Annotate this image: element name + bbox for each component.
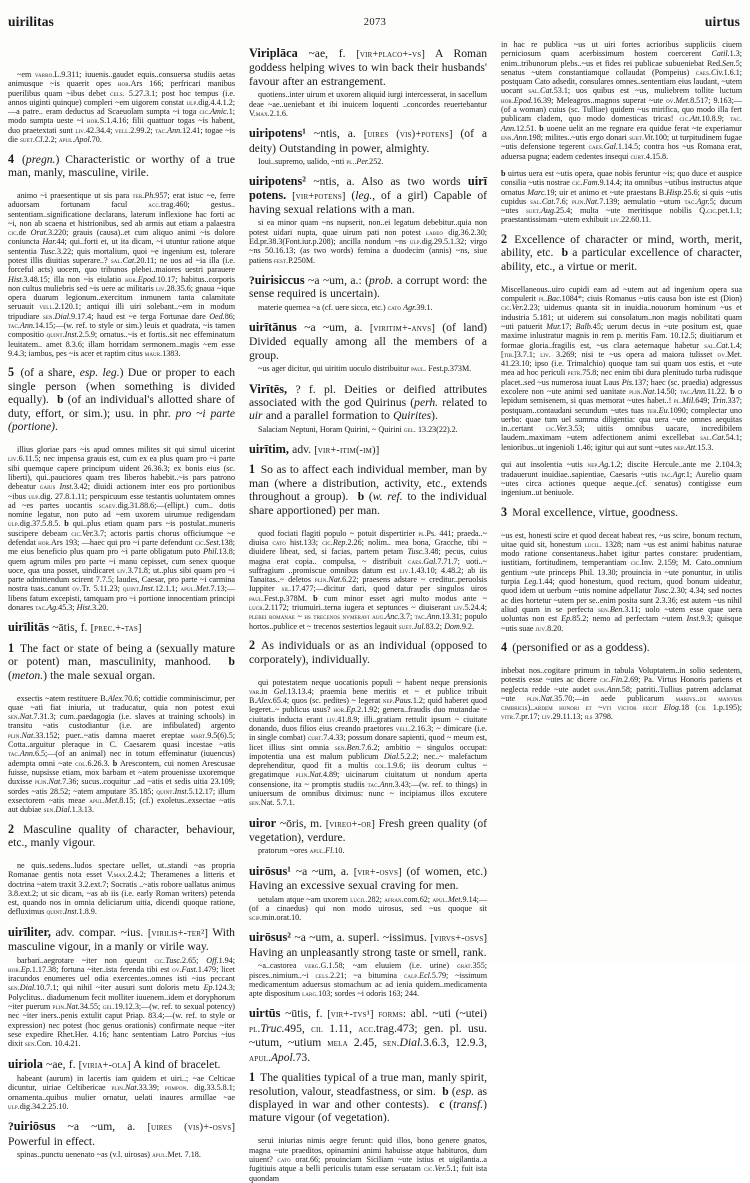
column-middle <box>241 38 493 1183</box>
headword-definition: Powerful in effect. <box>8 1134 95 1148</box>
citation-block: habeant (aurum) in lacertis iam quidem et uiri..; ~ae Celticae dicuntur, uiriae Celtibericae plin.Nat.33.39; pompon. dig.33.5.8.1; ornamenta..quibus mulier ornatur, uelati inaures armillae ~ae ulp.dig.34.2.25.10. <box>8 1073 236 1111</box>
headword-forms: ~ōris, m. <box>279 816 323 830</box>
headword-definition: A Roman goddess helping wives to win back their husbands' favour after an estrangement. <box>249 47 488 88</box>
headword: uirītim, <box>249 442 289 457</box>
subsense-definition: a particular excellence of character, ability, etc., a virtue or merit. <box>501 246 742 273</box>
subsense-definition: (meton.) the male sexual organ. <box>8 668 156 682</box>
subsense-letter: b <box>357 490 365 504</box>
headword: uirīliter, <box>8 924 51 939</box>
headword-definition: (of land) Divided equally among all the members of a group. <box>249 321 488 362</box>
headword: uirōsus² <box>249 930 291 945</box>
headword-definition: (leg., of a girl) Capable of having sexual relations with a man. <box>249 188 487 217</box>
citation-block: ~us est, honesti scire et quod deceat habeat res, ~us scire, bonum rectum, uitae quid sit, honestum lucil. 1328; nam ~us est animi habitus naturae modo ratione consentaneus..habet igitur partes constare: prudentiam, iustitiam, fortitudinem, temperantiam cic.Inv. 2.159; M. Cato..omnium gentium ~ute princeps Phil. 13.30; prouincia in ~ute ponuntur, in utilis turpia Leg.1.44; quod honestum, quod rectum, quod bonum uideatur, quod idem ut uerbum ~utis nomine adpellatur Tusc.2.30; 4.34; sed noctes ac dies hortetur ~utem per se..enim posita sunt 2.3.36; est autem ~us nihil aliud quam in se perfecta sen.Ben.3.11; uolo ~utem esse quae uera uoluntas non est Ep.85.2; nemo ad perfectam ~utem Inst.9.3; quisque ~utis suae juv.8.20. <box>501 530 742 633</box>
headword-forms: ~a ~um, a.: <box>308 273 362 287</box>
sense-definition: Excellence of character or mind, worth, merit, ability, etc. <box>501 232 742 260</box>
etymology: [vir+placo+-vs] <box>356 49 425 60</box>
citation-block: illius gloriae pars ~is apud omnes milites sit qui simul uicerint liv.6.11.5; nec impensa grauis est, cum ex ea plus quam pro ~i parte sibi quemque capere principum uident 26.36.3; ex bonis eius (sc. liberti), qui..pauciores quam tres liberos habebit..~is pars patrono debeatur gaius Inst.3.42; diuidi actionem inter eos pro portionibus ~ibus ulp.dig. 27.8.1.11; perspicuum esse testantis uoluntatem omnes ad ~es partes uocantis scaev.dig.31.88.6;—(ellipt.) cum.. dotis nomine legatur, non puto ad ~em uxorem uirumue redigendam ulp.dig.37.5.8.5. b qui..plus etiam quam pars ~is postulat..muneris suscipere debeam cic.Ver.3.7; actoris partis chorus officiumque ~e defendat hor.Ars 193; —haec qui pro ~i parte defendunt cic.Sest.138; me eius beneficio plus quam pro ~i parte obligatum puto Phil.13.8; quem agrum miles pro parte ~i manu cepisset, cum senex quoque uoce, qua una posset, uindicaret liv.3.71.8; ut..plus sibi quam pro ~i parte admittendum scirent 7.7.5; laudes, Caesar, pro parte ~i carmina nostra tuas..canunt ov.Tr. 5.11.23; quint.Inst.12.1.1; apul.Met.7.13;—libens fatum excepisti, tamquam pro ~i portione innocentiam principi donares tac.Ag.45.3; Hist.3.20. <box>8 445 236 613</box>
citation-block: quotiens..inter uirum et uxorem aliquid iurgi intercesserat, in sacellum deae ~ae..ueniebant et ibi inuicem loquenti ..concordes reuertebantur V.max.2.1.6. <box>249 90 487 118</box>
running-head-left: uirilitas <box>8 14 54 29</box>
headword: uirisiccus <box>254 272 305 287</box>
headword-entry <box>8 1058 235 1072</box>
headword-definition: Fresh green quality (of vegetation), verdure. <box>249 816 487 845</box>
headword-definition: (of a deity) Outstanding in power, almighty. <box>249 127 488 155</box>
citation-block: Ioui..supremo, ualido, ~nti pl..Per.252. <box>258 156 384 166</box>
etymology: [vir+-itim(-im)] <box>314 445 380 457</box>
sense-number: 5 <box>8 365 15 380</box>
headword: uiror <box>249 815 277 830</box>
citation-block: Salaciam Neptuni, Horam Quirini, ~ Quirini gel. 13.23(22).2. <box>258 424 458 434</box>
sense-block <box>8 153 235 180</box>
query-mark: ? <box>249 273 255 287</box>
citation-block: inbebat nos..cogitare primum in tabula Voluptatem..in solio sedentem, potestis esse ~utes ac dicere cic.Fin.2.69; Pa. Virtus Honoris pariens et neglecta redde ~ute audet enn.Ann.58; patriti..Tullius patrem adclamat ~ute plin.Nat.35.70;—in aede publicarum marivs..de manvbis cimbricis)..ardem honori et ~vti victor fecit Elog.18 (cil 1.p.195); vitr.7.pr.17; liv.29.11.13; ils 3798. <box>501 665 743 722</box>
headword-entry <box>249 865 487 893</box>
citation-block: Miscellaneous..uiro cupidi eam ad ~utem aut ad ingenium opera sua compulerit pl.Bac.1084*; ciuis Romanus ~utis causa bon iste est (Dion) cic.Ver.2.23; uidemus quanta sit in inuidia..nouorum hominum ~us et industria 5.181; ut uiderem sui consolatum..non magis nobilitati quam ~uti patuerit Mur.17; Balb.45; uerum decus in ~ute positum est, quae maxime inlustratur magnis in rem p. meritis Fam. 10.12.5; diuitiarum et formae gloria..fragilis est, ~us clara aeternaque habetur sal.Cat.1.4; [tib.]3.7.1; liv. 3.269; nisi te ~us opera ad maiora tulisset ov.Met. 41.23.10; ipso (i.e. Trimalchio) quoque tam sui quam uos estis, et ~ute mea ad hoc periculi petr.75.8; nec enim tibi dura plenitudo turba rudisque placet..sed ~us numerosa iuuat Laus Pis.137; haec (sc. praedia) adgressus excolere non ~ute animi sed uanitate plin.Nat.14.50; tac.Ann.11.22. b o lepidum semisenem, si quas memorat ~utes habet..! pl.Mil.649; Trin.337; postquam..contaudani secundum ~utes tuas ter.Eu.1090; complectar uno uerbo: quae tum uel summa diligentia: qua uera ~ute omnes aequitas in..certant cic.Ver.3.53; uitiis omnibus uacare, incredibilem laudem..maximam ~utem adfectionem animi excellebat sal.Cat.54.1; lenioribus..ut ingenioli 1.46; igitur qui aut sunt ~utes nep.Att.15.3. <box>501 284 743 452</box>
headword: uiriola <box>8 1056 43 1071</box>
headword-forms: ~ae, f. <box>308 47 346 60</box>
headword-forms: ~ūtis, f. <box>285 1007 323 1021</box>
headword: uiripotens¹ <box>249 126 306 141</box>
citation-block: animo ~i praesentique ut sis para ter.Ph.957; erat istuc ~e, ferre aduorsam fortunam facul acc.trag.460; gestus.. sententiam..significatione declarans, laterum inflexione hac forti ac ~i, non ab scaena et histrionibus, sed ab armis aut etiam a palaestra cic.de Orat.3.220; grauis (causa)..et cum aliquo animi ~is dolore coniuncta Har.44; qui..forti et, ut ita dicam, ~i utuntur ratione atque sententia Tusc.3.22; quis mortalium, quoi ~e ingenium est, tolerare potest illis diuitias superare..? sal.Cat.20.11; ne uos ad ~ia illa (i.e. forceful acts) uocem, quo tribunos plebei..maiores uestri parauere Hist.3.48.15; illa non ~is eiulatio hor.Epod.10.17; habitus..corporis non cultus muliebris sed ~is uere ac militaris liv.28.35.6; gnaua ~ique opera duarum legionum..exercitum inmunem tanta calamitate seruauit vell.2.120.1; antiqui illi uiri solebant..~em in modum tripudiare sen.Dial.9.17.4; haud est ~e terga Fortunae dare Oed.86; tac.Ann.14.15;—(w. ref. to style or sim.) leuis et quadrata, ~is tamen compositio quint.Inst.2.5.9; ornatus..~is et fortis..sit nec effeminatum leuitatem.. amet 8.3.6; illam horridam sermonem..magis ~em esse 9.4.3; iambus, pes ~is acer et raptim citus maur.1383. <box>8 190 236 358</box>
citation-block: b uirtus uera est ~utis opera, quae nobis feruntur ~is; quo duce et auspice consilia ~utis nostrae cic.Fam.9.14.4; ita omnibus ~utibus instructus atque ornatus Marc.19; uir et animo et ~ute praestans B.Hisp.25.6; si quis ~utis cupidus sal.Cat.7.6; plin.Nat.7.139; aemulatio ~utum tac.Agr.5; ducum ~utes suet.Aug.25.4; multa ~ute meritisque nobilis Q.cic.pet.1.1; praestantissimam ~utem exhibuit liv.22.60.11. <box>501 169 743 225</box>
citation-block: exsectis ~atem restituere B.Alex.70.6; cottidie comminiscimur, per quae ~ati fiat iniuria, ut traducatur, quia non potest exui sen.Nat.7.31.3; cum..paedagogia (i.e. slaves at training schools) in transitu ~atis custodiantur (i.e. are infibulated) argento plin.Nat.33.152; puer..~atis damna maeret ereptae mart.9.5(6).5; Cotta..arguitur pleraque in C. Caesarem quasi incestae ~atis tac.Ann.6.5;—(of an animal) nec in totum effeminatur (iuuencus) adempta omni ~ate col.6.26.3. b Arescontem, cui nomen Arescusae fuisse, nupsisse etiam, mox barbam et ~atem prouenisse uxoremque duxisse plin.Nat.7.36; sucus..coquitur ..ad ~atis et sedis uitia 23.109; sordes ~atis 28.52; ~atem amputare 35.185; quint.Inst.5.12.17; illum exsectorem ~atis meae apul.Met.8.15; (cf.) exoletus..exsectae ~atis aut dubiae sen.Dial.1.3.13. <box>8 693 235 815</box>
sense-block <box>249 463 487 517</box>
headword: uirīlitās <box>8 620 49 635</box>
citation-block: barbari..aegrotare ~iter non queunt cic.Tusc.2.65; Off.1.94; hor.Ep.1.17.38; fortuna ~iter..ista ferenda tibi est ov.Fast.1.479; licet iracundos enumeres uel odia exercentes..omnes isti ~ius peccant sen.Dial.10.7.1; qui nihil ~iter ausuri sunt doloris metu Ep.124.3; Polyclitus.. diadumenum fecit molliter iuuenem..idem et doryphorum ~iter puerum plin.Nat.34.55; gel.19.12.3;—(w. ref. to sexual potency) nec ~iter iners..penis extulit caput Priap. 83.4;—(w. ref. to style or expression) nec potest (hoc genus orationis) confirmate neque ~iter sese expedire Rhet.Her. 4.16; hanc sententiam Latro Porcius ~ius dixit sen.Con. 10.4.21. <box>8 955 235 1049</box>
citation-block: in hac re publica ~us ut uiri fortes acrioribus suppliciis ciuem perniciosum quam acerbissimum hostem coercerent Catil.1.3; enim..tribunorum plebs..~us et fides rei publicae subueniebat Red.Sen.5; senatus ~utem constantiamque collaudat (Pompeius) caes.Civ.1.6.1; postquam Cato adsedit, consulares omnes..sententiam eius laudant, ~utem uocant sal.Cat.53.1; uos quibus est ~us, muliebrem tollite luctum hor.Epod.16.39; Meleagros..magnos superat ~ute ov.Met.8.517; 9.163;—(of a woman) cuius (sc. Tulliae) quidem ~us mirifica, quo modo illa fert publicam cladem, quo modo domesticas tricas! cic.Att.10.8.9; tac. Ann.12.51. b uoene uelit an me regnare era quidue ferat ~te experiamur enn.Ann.198; milites..~utis ergo donari suet.Vit.100; ut turpitudinem fugae ~utis defensione tegerent caes.Gal.1.14.5; contra hos ~us Romana erat, aduersa pugna; eadem cedentes insequi curt.4.15.8. <box>501 40 743 161</box>
subsense-letter: b <box>57 393 64 407</box>
column-left <box>0 38 241 1159</box>
headword-forms: ~a ~um, a. <box>295 864 349 878</box>
page-number: 2073 <box>363 17 387 28</box>
headword-forms: adv. <box>292 443 312 457</box>
citation-block: materie quernea ~a (cf. uere sicca, etc.) cato Agr.39.1. <box>258 302 433 312</box>
headword-definition: Having an unpleasantly strong taste or smell, rank. <box>249 945 487 959</box>
etymology: [viritim+-anvs] <box>369 323 435 335</box>
headword: uirtūs <box>249 1006 281 1021</box>
headword-forms: ~ntis, a. Also as two words <box>313 175 461 189</box>
headword: uirītānus <box>249 320 297 335</box>
sense-number: 1 <box>249 1070 256 1085</box>
sense-number: 4 <box>501 639 508 654</box>
sense-definition: So as to affect each individual member, man by man (where a distribution, activity, etc., extends throughout a group). <box>249 463 488 504</box>
etymology: [vir+-osvs] <box>353 866 402 878</box>
subsense-definition: (w. ref. to the individual share apportioned) per man. <box>249 490 488 517</box>
sense-number: 3 <box>501 504 508 519</box>
headword-definition: (of women, etc.) Having an excessive sexual craving for men. <box>249 864 487 893</box>
headword-entry <box>249 127 487 155</box>
headword-definition: Deities or deified attributes associated with the god Quirinus (perh. related to uir and a parallel formation to Quirites). <box>249 382 488 423</box>
forms-text: abl. ~uti (~utei) pl.Truc.495, cil 1.11, acc.trag.473; gen. pl. usu. ~utum, ~utium mela 2.45, sen.Dial.3.6.3, 12.9.3, apul.Apol.73. <box>249 1007 487 1064</box>
sense-block <box>8 642 235 682</box>
subsense-definition: (transf.) mature vigour (of vegetation). <box>249 1097 487 1125</box>
query-mark: ? <box>8 1120 14 1134</box>
text-columns <box>0 38 750 1183</box>
citation-block: ~a..castorea verg.G.1.58; ~am eluuiem (i.e. urine) grat.355; pisces..nimium..~i cels.2.21; ~a bitumina calp.Ecl.5.79; ~issimum medicamentum aduersus stomachum ac ad ienia quidem..medicamenta apte dispositum larg.103; sordes ~i odoris 163; 244. <box>249 961 487 999</box>
citation-block: ~us ager dicitur, qui uiritim uoculo distribuitur paul. Fest.p.373M. <box>258 364 472 374</box>
headword-variant: uirī potens. <box>249 174 488 202</box>
headword-entry <box>249 931 487 959</box>
subsense-letter: b <box>228 655 235 669</box>
subsense-letter: c <box>439 1097 445 1111</box>
sense-number: 2 <box>8 821 15 836</box>
etymology: [uires (vis)+-osvs] <box>147 1122 235 1134</box>
headword-entry <box>249 175 487 216</box>
sense-definition: The fact or state of being a (sexually mature or potent) man, masculinity, manhood. <box>8 641 235 669</box>
headword-definition: (prob. a corrupt word: the sense required is uncertain). <box>249 273 487 301</box>
sense-number: 4 <box>8 151 15 166</box>
headword-forms: ~a ~um, a. <box>67 1120 136 1134</box>
citation-block: uetulam atque ~am uxorem lucil.282; afran.com.62; apul.Met.9.14;—(of a cinaedus) qui non modo uirosus, sed ~us quoque sit scip.min.orat.10. <box>249 894 488 923</box>
sense-definition: Moral excellence, virtue, goodness. <box>512 505 678 519</box>
etymology: [virvs+-osvs] <box>430 933 488 945</box>
etymology: [vir+potens] <box>292 190 346 202</box>
etymology: [vireo+-or] <box>325 818 375 830</box>
headword: uiripotens² <box>249 174 306 189</box>
subsense-letter: b <box>561 246 569 260</box>
etymology: [uires (vis)+potens] <box>363 129 453 141</box>
etymology: [vir+-tvs¹] <box>327 1009 374 1021</box>
citation-block: spinas..punctu uenenato ~as (v.l. uirosas) apul.Met. 7.18. <box>17 1149 201 1159</box>
subsense-letter: b <box>442 1084 449 1098</box>
sense-block <box>249 1071 487 1125</box>
sense-block <box>501 233 742 273</box>
sense-definition: The qualities typical of a true man, manly spirit, resolution, valour, steadfastness, or sim. <box>249 1071 487 1098</box>
headword-entry <box>249 47 487 88</box>
sense-definition: As individuals or as an individual (opposed to corporately), individually. <box>249 639 488 666</box>
sense-definition: (personified or as a goddess). <box>512 640 650 654</box>
sense-block <box>249 639 487 666</box>
citation-block: qui potestatem neque uocationis populi ~ habent neque prensionis var.in Gel.13.13.4; praemia bene meritis et ~ et publice tribuit B.Alex.65.4; quos (sc. pedites) ~ legerat nep.Paus.1.2; quid haberet quod legeret..~ publicus usus? hor.Ep.2.1.92; genera..fraudis duo mutandae ~ ciuitatis inducta erant liv.41.8.9; illi..gratiam rettulit ipsum ~ ciuitate donando, duos filios eius creando praetores vell.2.16.3; ~ dimicare (i.e. in single combat) curt.7.4.33; possum donare sapienti, quod ~ meum est, licet illius sint omnia sen.Ben.7.6.2; ambitio ~ singulos occupat: impotentia una est malum publicum Dial.5.2.2; nec..~ malefactum deprehenditur, quod fit a multis col.1.9.6; iis deorum cultus ~ gregatimque plin.Nat.4.89; uicinarum ciuitatum ut nondum aperta consensione, ita ~ promptis studiis tac.Ann.3.43;—(w. ref. to things) in uniuersum de omnibus diximus: nunc ~ incipiamus illos excutere sen.Nat. 5.7.1. <box>249 677 488 808</box>
citation-block: qui aut insolentia ~utis nep.Ag.1.2; discite Hercule..ante me 2.104.3; tradauerunt inuidiae..sapientiae, Caesaris ~utis tac.Agr.1; Aurelio quam ~utes circa actiones queque aeque..(cf. senatus) contigisse eum ingenium..ut beniuole. <box>501 460 742 498</box>
headword: Viriplāca <box>249 46 298 60</box>
sense-definition: (pregn.) Characteristic or worthy of a true man, manly, masculine, virile. <box>8 152 235 179</box>
forms-label: forms: <box>378 1009 406 1021</box>
sense-block <box>8 366 235 433</box>
headword-entry <box>8 621 235 635</box>
citation-block: ne quis..sedens..ludos spectare uellet, ut..standi ~as propria Romanae gentis nota esset V.max.2.4.2; Theramenes a litteris et doctrina ~atem traxit 3.2.ext.7; Socratis ..~atis robore uallatus animus 3.8.ext.2; ut sic dicam, ~as ab iis (i.e. early Roman writers) petenda est, quando nos in omnia deliciarum uitia, dicendi quoque ratione, defluximus quint.Inst.1.8.9. <box>8 861 235 917</box>
headword-entry <box>249 274 487 301</box>
headword-forms: ~a ~um, a. <box>304 321 363 335</box>
headword-forms: adv. compar. ~ius. <box>55 925 144 939</box>
sense-number: 2 <box>501 231 508 246</box>
headword: Virītēs, <box>249 381 288 396</box>
citation-block: pratorum ~ores apul.Fl.10. <box>258 846 345 856</box>
headword-entry <box>8 1120 235 1148</box>
headword-entry <box>249 443 487 457</box>
column-middle-body <box>249 47 487 1183</box>
citation-block: ~em varro.L.9.311; iuuenis..gaudet equis..consuersa studiis aetas animusque ~is quaerit opes hor.Ars 166; perfricari manibus puerilibus quam ~ibus debet cels. 5.27.3.1; post hoc tempus (i.e. annos uiginti quinque) compleri ~em uigorem constat ulp.dig.4.4.1.2;—a patre.. eram deductus ad Scaeuolam sumpta ~i toga cic.Amic.1; modo sumpta ueste ~i hor.S.1.4.16; filii quattuor togas ~is habent, duo praetextati sunt liv.42.34.4; vell.2.99.2; tac.Ann.12.41; togae ~is die suet.Cl.2.2; apul.Apol.70. <box>8 70 236 145</box>
subsense-definition: (of an individual's allotted share of duty, effort, or sim.); usu. in phr. pro ~i parte (portione). <box>8 393 235 434</box>
headword-definition: With masculine vigour, in a manly or virile way. <box>8 925 235 954</box>
running-head <box>0 14 750 34</box>
sense-number: 2 <box>249 638 256 653</box>
sense-definition: (of a share, esp. leg.) Due or proper to each single person (when something is divided equally). <box>8 366 236 407</box>
headword-entry <box>249 817 487 845</box>
etymology: [prec.+-tas] <box>90 623 142 635</box>
headword-entry <box>249 383 487 423</box>
headword: uiriōsus <box>13 1119 56 1134</box>
sense-number: 1 <box>249 462 256 477</box>
headword-forms: ~a ~um, a. superl. ~issimus. <box>294 931 427 945</box>
running-head-right: uirtus <box>704 14 740 29</box>
citation-block: quod fociati flagiti populo ~ potuit dispertirier pl.Ps. 441; praeda..~ diuisa cato hist.133; cic.Rep.2.26; nolim.. mea bona, Gracche, tibi ~ diuidere libeat, sed, si facias, partem petam Tusc.3.48; pecus, cuius magna erat copia.. compulsa, ~ distribuit caes.Gal.7.71.7; uoti..~ suffragium ..promiscue omnibus datum est liv.1.43.10; 4.48.2; ab iis Tanaitas..~ deletos plin.Nat.6.22; praesens adstare ~ creditur..peruolsis Iuppiter sil.17.477;—dicitur dari, quod datur per singulos uiros paul.Fest.p.378M. b cum minor esset agri multo modus ante ~ lucr.2.1172; triumuiri..terna iugera et septunces ~ diuiserant liv.5.24.4; plebei romanae ~ hs trecenos nvmeravi aug.Anc.3.7; tac.Ann.13.31; populo hortos..publice et ~ trecenos sestertios legauit suet.Jul.83.2; Dom.9.2. <box>249 528 488 631</box>
column-right <box>493 38 750 960</box>
column-left-body <box>8 38 235 1159</box>
headword-entry <box>249 1007 487 1065</box>
sense-block <box>8 823 235 850</box>
sense-number: 1 <box>8 640 15 655</box>
headword-forms: ~ntis, a. <box>313 127 356 141</box>
column-right-body <box>501 40 742 722</box>
headword-forms: ~ātis, f. <box>52 621 88 635</box>
headword: uirōsus¹ <box>249 863 291 878</box>
sense-block <box>501 641 742 654</box>
subsense-definition: (esp. as displayed in war and other contests). <box>249 1084 488 1111</box>
citation-block: serui iniurias nimis aegre ferunt: quid illos, bono genere gnatos, magna ~ute praeditos, opinamini animi habuisse atque habituros, dum uiuent? cato orat.66; prouinciam Siciliam ~ute istius et uigilantia..a fugitiuis atque a belli periculis tutam esse seruatam cic.Ver.5.1; fuit ista quondam <box>249 1136 487 1183</box>
headword-forms: ~ae, f. <box>46 1057 76 1071</box>
headword-entry <box>249 321 487 362</box>
sense-definition: Masculine quality of character, behaviour, etc., manly vigour. <box>8 822 236 849</box>
headword-forms: ? f. pl. <box>295 382 336 396</box>
etymology: [viria+-ola] <box>78 1059 131 1071</box>
citation-block: si ea minor quam ~ns nupserit, non..ei legatum debebitur..quia non potest uidari nupta, quae uirum pati non potest labeo dig.36.2.30; Ed.pr.38.3(Font.iur.p.208); ancilla nondum ~ns ulp.dig.29.5.1.32; virgo ~ns 50.16.13; (as two words) femina a duodecim (annis) ~ns, siue patiens fest.P.250M. <box>249 218 488 265</box>
sense-block <box>501 506 742 519</box>
headword-entry <box>8 926 235 954</box>
etymology: [virilis+-ter²] <box>147 927 208 939</box>
headword-definition: A kind of bracelet. <box>133 1057 221 1071</box>
